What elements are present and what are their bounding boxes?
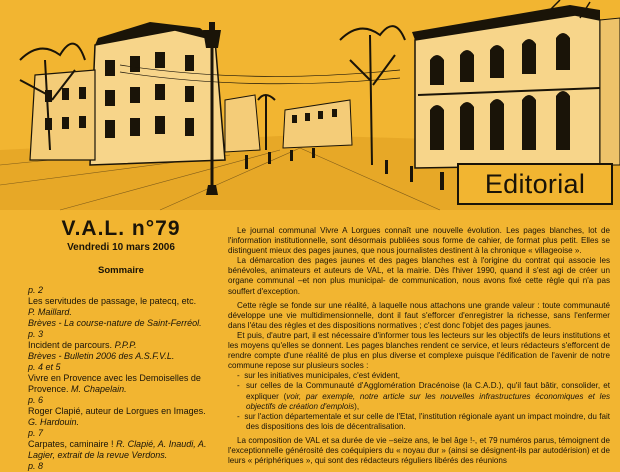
article-list-item: - sur celles de la Communauté d'Agglomération Dracénoise (la C.A.D.), qu'il faut bâtir, consolider, et expliquer (voir, par exemple, notre article sur les nouvelles infrastructures économiques et les objectifs de création d'emplois), [237,381,610,411]
toc-page: p. 6 [28,395,44,405]
article-list-text: ), [354,401,360,411]
toc-page: p. 7 [28,428,44,438]
issue-title: V.A.L. n°79 [61,217,181,240]
toc-page: p. 8 [28,461,44,471]
toc-text: Vivre en Provence avec les Demoiselles de Provence. [28,373,201,394]
sommaire-heading: Sommaire [98,265,144,276]
issue-date: Vendredi 10 mars 2006 [67,242,175,253]
toc-author: P. Maillard. [28,307,72,317]
editorial-article [228,226,610,466]
toc-author: M. Chapelain. [71,384,127,394]
article-list-emphasis: voir, par exemple, notre article sur les nouvelles infrastructures économiques et les objectifs de création d'emplois [246,391,610,411]
article-paragraph: La composition de VAL et sa durée de vie –seize ans, le bel âge !-, et 79 numéros parus, témoignent de l'exceptionnelle générosité des coéquipiers du « noyau dur » (ainsi se désignent-ils par autodérision) et de leurs « périphériques », qui sont des rédacteurs réguliers libérés des réunions [228,435,610,466]
article-paragraph: Le journal communal Vivre A Lorgues connaît une nouvelle évolution. Les pages blanches, lot de l'information institutionnelle, sont désormais publiées sous forme de cahier, de format plus petit. Elles se distinguent mieux des pages jaunes, que nous journalistes destinent à la chronique « villageoise ». [228,226,610,256]
article-list-text: sur les initiatives municipales, c'est évident, [244,371,401,381]
article-list-item: - sur l'action départementale et sur celle de l'Etat, l'institution régionale ayant un impact moindre, du fait des dispositions des lois de décentralisation. [237,411,610,431]
article-paragraph: Et puis, d'autre part, il est nécessaire d'informer tous les lecteurs sur les objectifs de leurs institutions et les moyens qu'elles se donnent. Les pages blanches rendent ce service, et leurs rédacteurs s'efforcent de rendre compte d'une réalité de plus en plus diverse et complexe puisque l'édification de l'avenir de notre commune repose sur plusieurs socles : [228,330,610,371]
toc-page: p. 2 [28,285,44,295]
toc-text: Incident de parcours. [28,340,113,350]
toc-page: p. 4 et 5 [28,362,61,372]
toc-text: Carpates, caminaire ! [28,439,114,449]
article-paragraph: Cette règle se fonde sur une réalité, à laquelle nous attachons une grande valeur : toute communauté développe une vie multidimensionnelle, dont il faut s'efforcer d'enregistrer la richesse, sans l'enfermer dans l'étau des règles et des dispositions normatives ; c'est donc l'objet des pages jaunes. [228,300,610,330]
article-paragraph: La démarcation des pages jaunes et des pages blanches est à l'origine du contrat qui associe les bénévoles, animateurs et auteurs de VAL, et la mairie. Dès l'hiver 1990, quand il s'est agi de créer un organe communal –et non plus municipal- de communication, nous avons fixé cette règle qui n'a pas souffert d'exception. [228,256,610,296]
toc-author: Brèves - Bulletin 2006 des A.S.F.V.L. [28,351,175,361]
toc-author: P.P.P. [114,340,137,350]
table-of-contents [28,285,214,472]
toc-author: R. Clapié, A. Inaudi, A. Lagier, extrait de la revue Verdons. [28,439,207,460]
toc-page: p. 3 [28,329,44,339]
toc-author: G. Hardouin. [28,417,80,427]
article-list-text: sur celles de la Communauté d'Agglomération Dracénoise (la C.A.D.), qu'il faut bâtir, consolider, et expliquer ( [245,381,610,401]
toc-text: Roger Clapié, auteur de Lorgues en Images. [28,406,206,416]
editorial-banner [457,163,613,205]
article-list-item: - sur les initiatives municipales, c'est évident, [237,371,401,381]
editorial-label: Editorial [484,168,586,199]
toc-author: Brèves - La course-nature de Saint-Ferréol. [28,318,202,328]
article-list-text: sur l'action départementale et sur celle de l'Etat, l'institution régionale ayant un impact moindre, du fait des dispositions des lois de décentralisation. [244,411,610,431]
summary-column [28,217,214,472]
toc-text: Les servitudes de passage, le patecq, etc. [28,296,197,306]
